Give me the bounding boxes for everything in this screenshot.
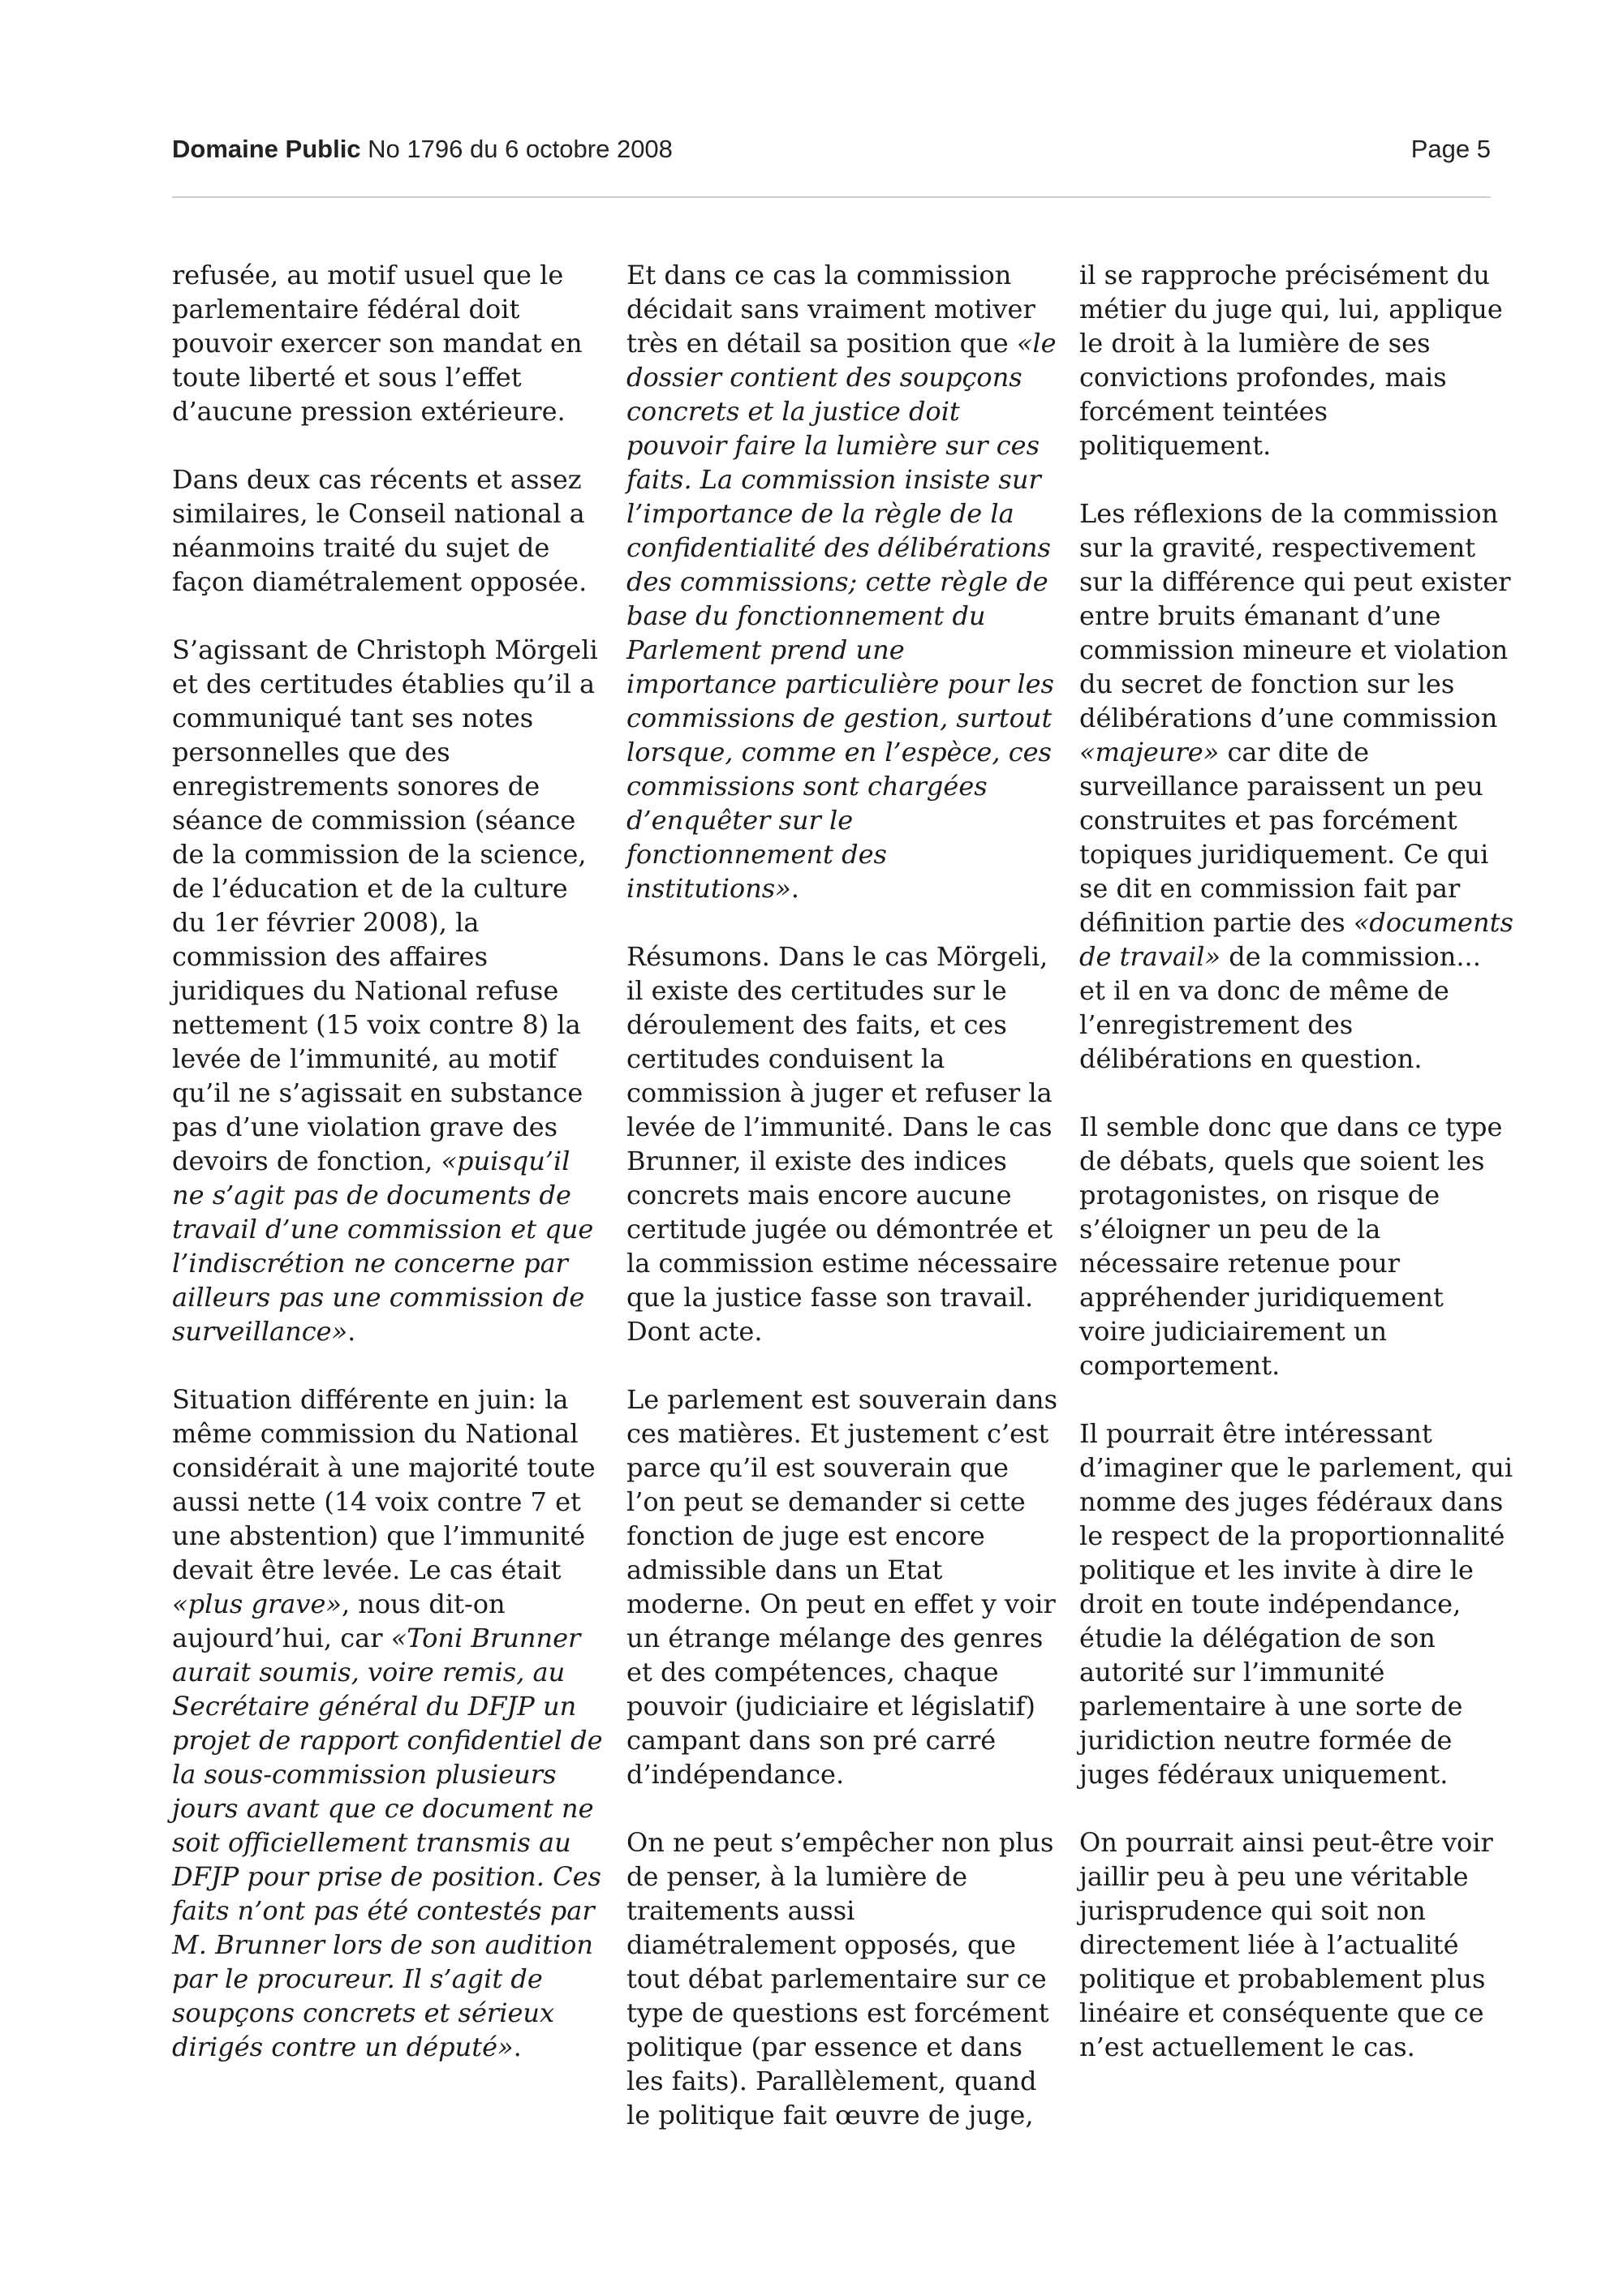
- body-text: Il pourrait être intéressant d’imaginer que le parlement, qui nomme des juges fédéraux dans le respect de la proportionnalité politique et les invite à dire le droit en toute indépendance, étudie la délégation de son autorité sur l’immunité parlementaire à une sorte de juridiction neutre formée de juges fédéraux uniquement.: [1079, 1418, 1513, 1790]
- paragraph: [626, 258, 1061, 905]
- body-text: Le parlement est souverain dans ces matières. Et justement c’est parce qu’il est souverain que l’on peut se demander si cette fonction de juge est encore admissible dans un Etat moderne. On peut en effet y voir un étrange mélange des genres et des compétences, chaque pouvoir (judiciaire et législatif) campant dans son pré carré d’indépendance.: [626, 1384, 1057, 1790]
- paragraph: [626, 1382, 1061, 1791]
- header-left: [172, 135, 673, 164]
- body-text: .: [513, 2032, 522, 2062]
- paragraph: [172, 462, 606, 599]
- body-text: .: [347, 1316, 356, 1347]
- body-text: Situation différente en juin: la même commission du National considérait à une majorité toute aussi nette (14 voix contre 7 et une abstention) que l’immunité devait être levée. Le cas était: [172, 1384, 596, 1585]
- quote-text: «puisqu’il ne s’agit pas de documents de travail d’une commission et que l’indiscrétion ne concerne par ailleurs pas une commission de surveillance»: [172, 1146, 594, 1347]
- paragraph: [1079, 1825, 1513, 2064]
- quote-text: «le dossier contient des soupçons concrets et la justice doit pouvoir faire la lumière sur ces faits. La commission insiste sur l’importance de la règle de la confidentialité des délibérations des commissions; cette règle de base du fonctionnement du Parlement prend une importance particulière pour les commissions de gestion, surtout lorsque, comme en l’espèce, ces commissions sont chargées d’enquêter sur le fonctionnement des institutions»: [626, 328, 1057, 904]
- quote-text: «Toni Brunner aurait soumis, voire remis, au Secrétaire général du DFJP un projet de rapport confidentiel de la sous-commission plusieurs jours avant que ce document ne soit officiellement transmis au DFJP pour prise de position. Ces faits n’ont pas été contestés par M. Brunner lors de son audition par le procureur. Il s’agit de soupçons concrets et sérieux dirigés contre un député»: [172, 1623, 603, 2062]
- body-text: On pourrait ainsi peut-être voir jaillir peu à peu une véritable jurisprudence qui soit non directement liée à l’actualité politique et probablement plus linéaire et conséquente que ce n’est actuellement le cas.: [1079, 1827, 1493, 2062]
- issue-info: No 1796 du 6 octobre 2008: [368, 135, 673, 163]
- header-divider: [172, 196, 1491, 198]
- paragraph: [626, 939, 1061, 1348]
- quote-text: «documents de travail»: [1079, 907, 1513, 972]
- body-text: Les réflexions de la commission sur la gravité, respectivement sur la différence qui peut exister entre bruits émanant d’une commission mineure et violation du secret de fonction sur les délibérations d’une commission: [1079, 498, 1511, 733]
- body-text: , nous dit-on aujourd’hui, car: [172, 1589, 506, 1653]
- paragraph: [1079, 258, 1513, 462]
- paragraph: [172, 633, 606, 1348]
- text-column-2: [626, 258, 1061, 2132]
- body-text: refusée, au motif usuel que le parlementaire fédéral doit pouvoir exercer son mandat en toute liberté et sous l’effet d’aucune pression extérieure.: [172, 260, 583, 427]
- body-text: il se rapproche précisément du métier du juge qui, lui, applique le droit à la lumière de ses convictions profondes, mais forcément teintées politiquement.: [1079, 260, 1503, 461]
- body-text: .: [790, 873, 799, 904]
- body-text: Et dans ce cas la commission décidait sans vraiment motiver très en détail sa position que: [626, 260, 1035, 359]
- body-text: On ne peut s’empêcher non plus de penser, à la lumière de traitements aussi diamétralement opposés, que tout débat parlementaire sur ce type de questions est forcément politique (par essence et dans les faits). Parallèlement, quand le politique fait œuvre de juge,: [626, 1827, 1054, 2130]
- paragraph: [1079, 1417, 1513, 1791]
- body-text: S’agissant de Christoph Mörgeli et des certitudes établies qu’il a communiqué tant ses notes personnelles que des enregistrements sonores de séance de commission (séance de la commission de la science, de l’éducation et de la culture du 1er février 2008), la commission des affaires juridiques du National refuse nettement (15 voix contre 8) la levée de l’immunité, au motif qu’il ne s’agissait en substance pas d’une violation grave des devoirs de fonction,: [172, 634, 598, 1176]
- text-column-1: [172, 258, 606, 2064]
- body-text: Résumons. Dans le cas Mörgeli, il existe des certitudes sur le déroulement des faits, et ces certitudes conduisent la commission à juger et refuser la levée de l’immunité. Dans le cas Brunner, il existe des indices concrets mais encore aucune certitude jugée ou démontrée et la commission estime nécessaire que la justice fasse son travail. Dont acte.: [626, 941, 1058, 1347]
- paragraph: [1079, 1110, 1513, 1382]
- paragraph: [626, 1825, 1061, 2132]
- text-column-3: [1079, 258, 1513, 2064]
- page-header: [172, 135, 1491, 172]
- paragraph: [172, 258, 606, 428]
- page-number: Page 5: [1410, 135, 1491, 163]
- quote-text: «plus grave»: [172, 1589, 342, 1619]
- body-text: Il semble donc que dans ce type de débats, quels que soient les protagonistes, on risque de s’éloigner un peu de la nécessaire retenue pour appréhender juridiquement voire judiciairement un comportement.: [1079, 1111, 1503, 1381]
- paragraph: [1079, 497, 1513, 1076]
- body-text: car dite de surveillance paraissent un peu construites et pas forcément topiques juridiquement. Ce qui se dit en commission fait par définition partie des: [1079, 737, 1489, 938]
- publication-name: Domaine Public: [172, 135, 361, 163]
- body-text: Dans deux cas récents et assez similaires, le Conseil national a néanmoins traité du sujet de façon diamétralement opposée.: [172, 464, 588, 597]
- paragraph: [172, 1382, 606, 2064]
- body-text: de la commission... et il en va donc de même de l’enregistrement des délibérations en question.: [1079, 941, 1481, 1074]
- quote-text: «majeure»: [1079, 737, 1220, 767]
